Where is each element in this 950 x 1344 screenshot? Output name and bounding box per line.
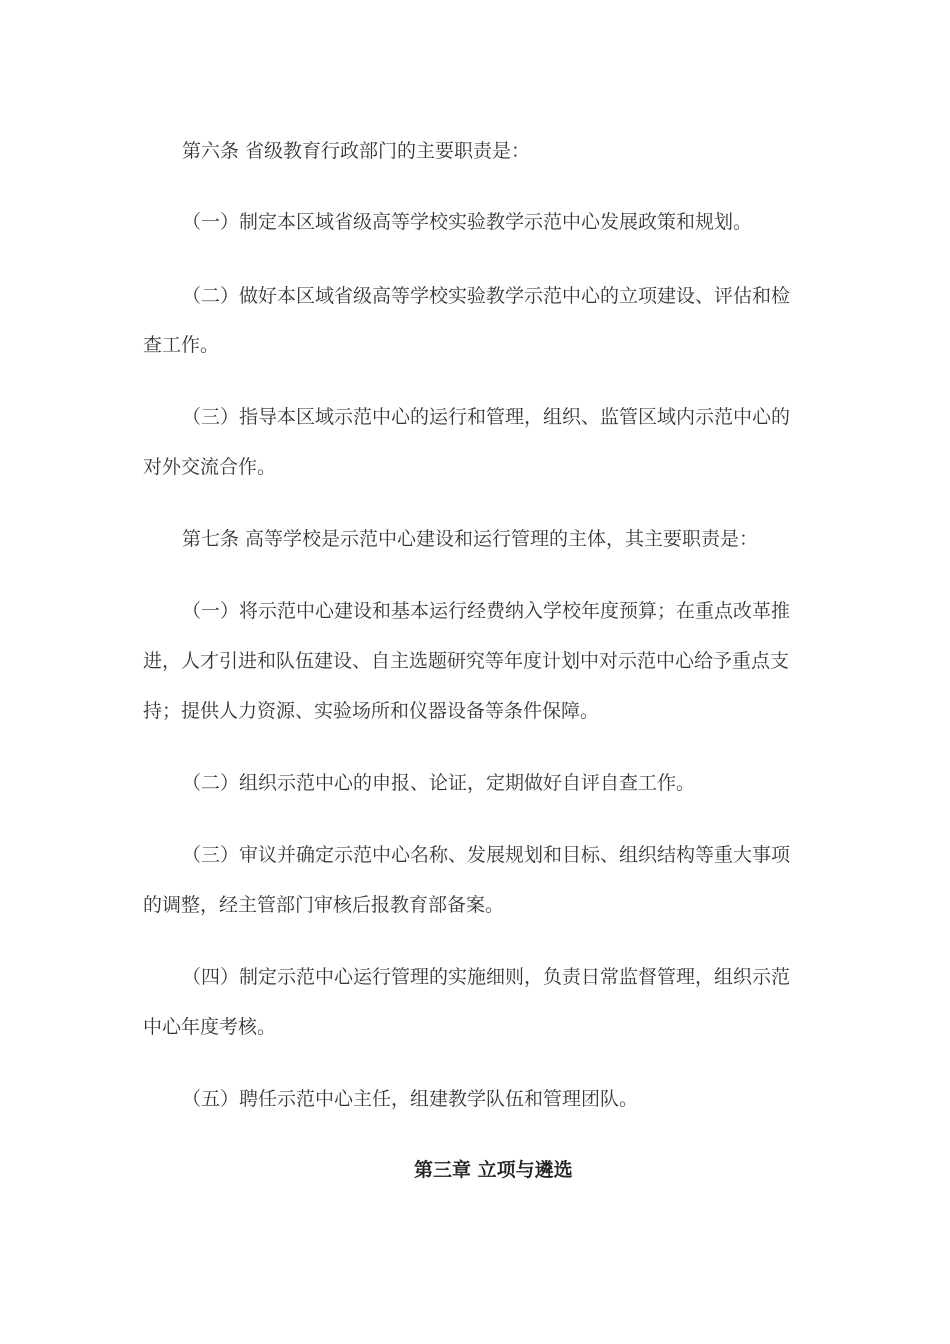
article-7-item-5-line-1: （五）聘任示范中心主任，组建教学队伍和管理团队。 xyxy=(182,1088,639,1110)
article-6-line-1: 第六条 省级教育行政部门的主要职责是： xyxy=(182,140,531,162)
article-7-item-2-line-1: （二）组织示范中心的申报、论证，定期做好自评自查工作。 xyxy=(182,772,696,794)
article-6-item-3-line-1: （三）指导本区域示范中心的运行和管理，组织、监管区域内示范中心的 xyxy=(182,406,791,428)
article-7-item-1-line-1: （一）将示范中心建设和基本运行经费纳入学校年度预算；在重点改革推 xyxy=(182,600,791,622)
article-6-item-1-line-1: （一）制定本区域省级高等学校实验教学示范中心发展政策和规划。 xyxy=(182,211,753,233)
article-7-item-1-line-2: 进，人才引进和队伍建设、自主选题研究等年度计划中对示范中心给予重点支 xyxy=(143,650,790,672)
article-7-item-4-line-1: （四）制定示范中心运行管理的实施细则，负责日常监督管理，组织示范 xyxy=(182,966,791,988)
article-7-line-1: 第七条 高等学校是示范中心建设和运行管理的主体，其主要职责是： xyxy=(182,528,759,550)
article-6-item-2-line-1: （二）做好本区域省级高等学校实验教学示范中心的立项建设、评估和检 xyxy=(182,285,791,307)
chapter-heading: 第三章 立项与遴选 xyxy=(414,1159,573,1181)
article-7-item-3-line-1: （三）审议并确定示范中心名称、发展规划和目标、组织结构等重大事项 xyxy=(182,844,791,866)
article-7-item-3-line-2: 的调整，经主管部门审核后报教育部备案。 xyxy=(143,894,505,916)
article-6-item-2-line-2: 查工作。 xyxy=(143,334,220,356)
article-7-item-4-line-2: 中心年度考核。 xyxy=(143,1016,277,1038)
article-6-item-3-line-2: 对外交流合作。 xyxy=(143,456,277,478)
article-7-item-1-line-3: 持；提供人力资源、实验场所和仪器设备等条件保障。 xyxy=(143,700,600,722)
